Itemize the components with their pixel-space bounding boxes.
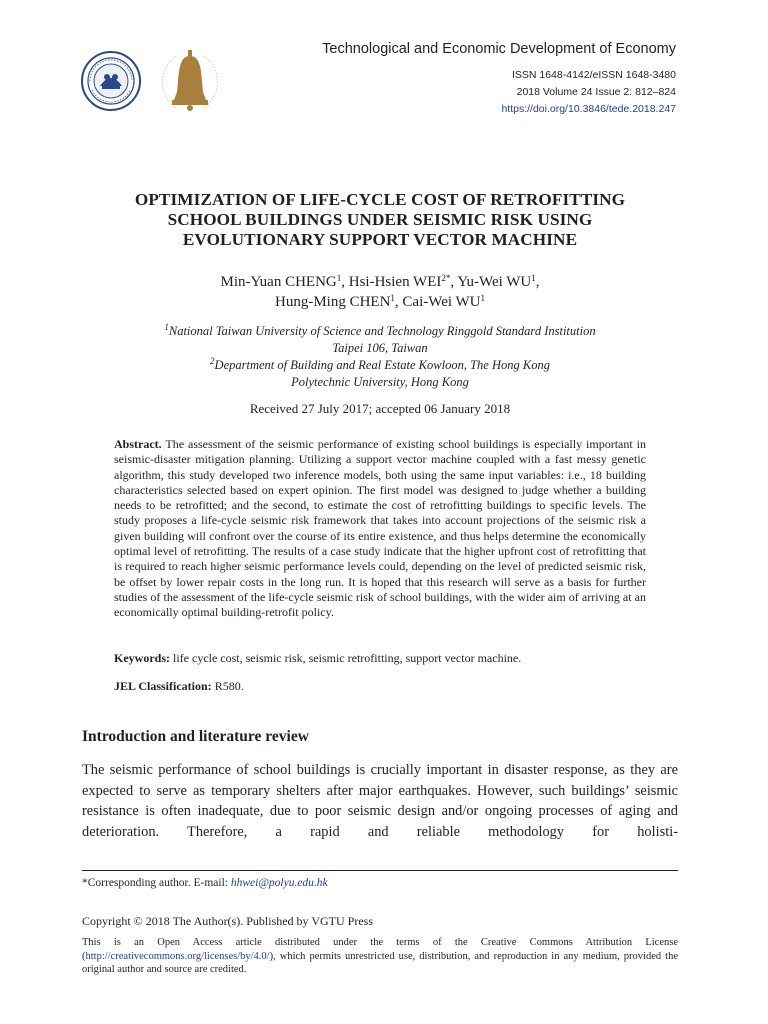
jel-classification (114, 679, 646, 694)
author-name: Hsi-Hsien WEI (348, 274, 442, 290)
author-affiliation-mark: 2* (441, 273, 451, 283)
abstract-text: The assessment of the seismic performance of existing school buildings is especially important in seismic-disaster mitigation planning. Utilizing a support vector machine coupled with a fast messy genetic algorithm, this study developed two inference models, both using the same input variables: i.e., 18 building characteristics selected based on expert opinion. The first model was designed to judge whether a building needs to be retrofitted; and the second, to estimate the cost of retrofitting buildings to specific levels. The study proposes a life-cycle seismic risk framework that takes into account projections of the seismic risk a given building will confront over the course of its entire existence, and thus helps determine the economically optimal level of retrofitting. The results of a case study indicate that the higher upfront cost of retrofitting that is required to reach higher seismic performance levels could, depending on the level of predicted seismic risk, be offset by lower repair costs in the long run. It is hoped that this research will serve as a basis for further studies of the assessment of the life-cycle seismic risk of school buildings, with the wider aim of arriving at an economically optimal building-retrofit policy. (114, 437, 646, 620)
author-name: Cai-Wei WU (402, 294, 481, 310)
jel-label: JEL Classification: (114, 679, 212, 693)
university-seal-icon (82, 52, 140, 110)
author-name: Min-Yuan CHENG (220, 274, 337, 290)
affiliation-1-line-2: Taipei 106, Taiwan (332, 341, 428, 355)
author-affiliation-mark: 1 (336, 273, 342, 283)
section-heading: Introduction and literature review (82, 728, 309, 745)
volume-line: 2018 Volume 24 Issue 2: 812–824 (516, 86, 676, 98)
journal-logos (80, 42, 230, 120)
author-affiliation-mark: 1 (531, 273, 536, 283)
affiliation-text: National Taiwan University of Science and Technology Ringgold Standard Institution (168, 324, 596, 338)
issn-line: ISSN 1648-4142/eISSN 1648-3480 (511, 69, 676, 81)
footnote-divider (82, 870, 678, 871)
author-name: Yu-Wei WU (457, 274, 532, 290)
keywords-label: Keywords: (114, 651, 170, 665)
affiliation-1-line-1 (80, 323, 680, 340)
authors-line-1: Min-Yuan CHENG$^1$, Hsi-Hsien $WEI^{2*}$, Yu-Wei $WU^1$, (220, 273, 540, 290)
abstract (114, 437, 646, 621)
license-notice (82, 936, 678, 977)
affiliation-2-line-1 (80, 357, 680, 374)
author-email-link[interactable]: hhwei@polyu.edu.hk (230, 877, 328, 889)
license-link[interactable]: http://creativecommons.org/licenses/by/4.0/ (85, 950, 270, 962)
author-affiliation-mark: 1 (480, 293, 485, 303)
title-line-1: OPTIMIZATION OF LIFE-CYCLE COST OF RETROFITTING (134, 190, 626, 209)
intro-paragraph: The seismic performance of school buildings is crucially important in disaster response, as they are expected to serve as temporary shelters after major earthquakes. However, such buildings’ seismic resistance is often inadequate, due to poor seismic design and/or ongoing processes of aging and deterioration. Therefore, a rapid and reliable methodology for holisti- (82, 762, 678, 840)
keywords (114, 651, 646, 666)
affiliation-2-line-2: Polytechnic University, Hong Kong (291, 375, 469, 389)
affiliation-mark: 1 (164, 322, 169, 332)
academy-bell-icon (163, 50, 218, 111)
license-text-start: This is an Open Access article distributed under the terms of the Creative Commons Attribution License ( (82, 937, 678, 962)
license-text-end: ), which permits unrestricted use, distribution, and reproduction in any medium, provided the original author and source are credited. (82, 950, 678, 975)
jel-text: R580. (214, 679, 244, 693)
affiliations (80, 323, 680, 391)
author-name: Hung-Ming CHEN (275, 294, 391, 310)
logo-graphics (80, 42, 230, 120)
author-list (80, 272, 680, 312)
affiliation-mark: 2 (210, 356, 215, 366)
corresponding-author-footnote (82, 876, 328, 891)
copyright-notice: Copyright © 2018 The Author(s). Published by VGTU Press (82, 914, 374, 928)
journal-title: Technological and Economic Development of Economy (322, 41, 676, 57)
doi-link[interactable]: https://doi.org/10.3846/tede.2018.247 (501, 103, 676, 115)
journal-header (322, 40, 676, 118)
keywords-text: life cycle cost, seismic risk, seismic retrofitting, support vector machine. (173, 651, 522, 665)
authors-line-2: Hung-Ming CHEN$^1$, Cai-Wei $WU^1$ (275, 293, 485, 310)
footnote-label: *Corresponding author. E-mail: (82, 877, 228, 889)
title-line-3: EVOLUTIONARY SUPPORT VECTOR MACHINE (182, 230, 578, 249)
title-line-2: SCHOOL BUILDINGS UNDER SEISMIC RISK USING (167, 210, 593, 229)
received-dates: Received 27 July 2017; accepted 06 January 2018 (249, 401, 511, 416)
affiliation-text: Department of Building and Real Estate Kowloon, The Hong Kong (214, 358, 550, 372)
abstract-label: Abstract. (114, 437, 162, 451)
author-affiliation-mark: 1 (390, 293, 395, 303)
paper-title (80, 190, 680, 250)
